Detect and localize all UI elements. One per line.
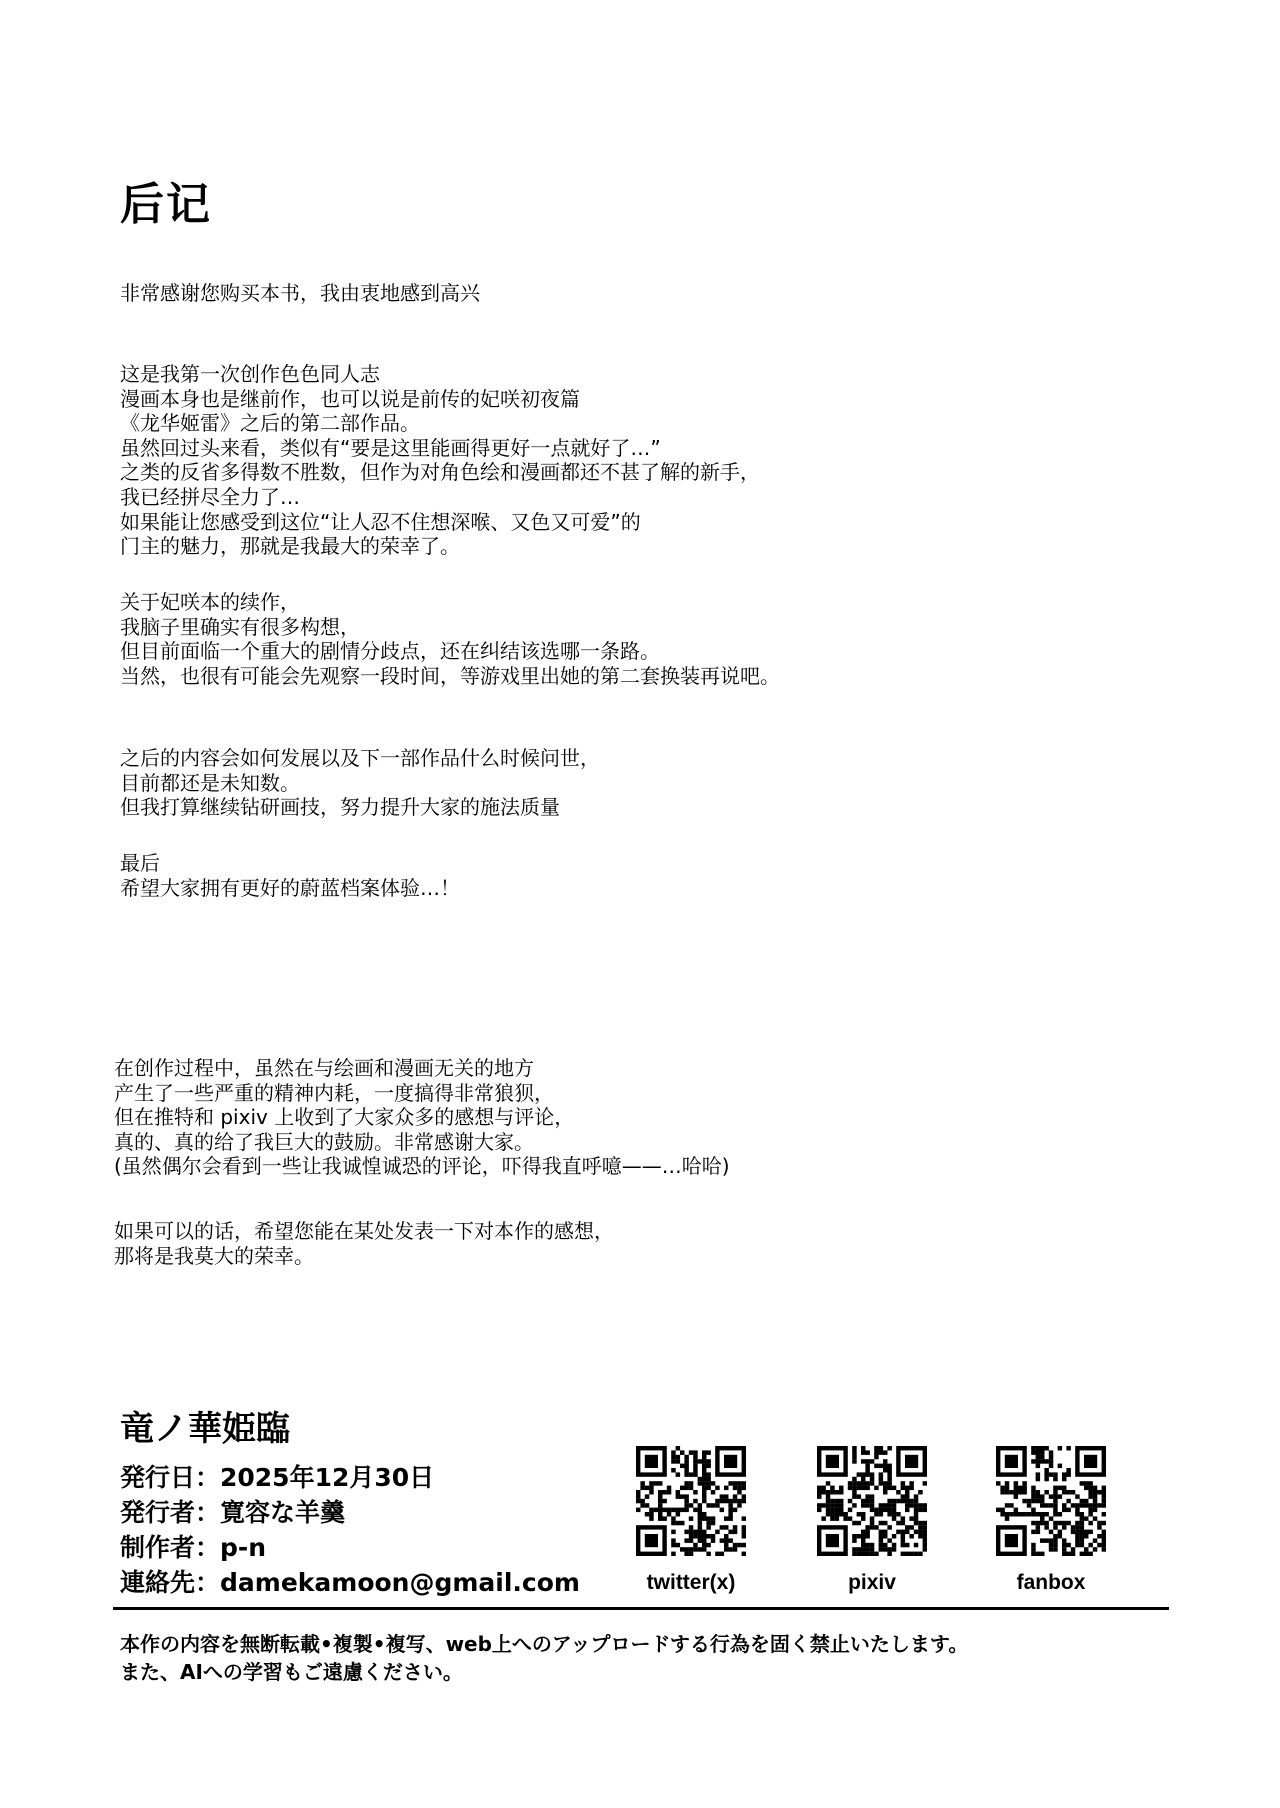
text-line: 如果能让您感受到这位“让人忍不住想深喉、又色又可爱”的	[120, 509, 641, 534]
text-line: 之后的内容会如何发展以及下一部作品什么时候问世，	[120, 746, 600, 770]
paragraph-sequel	[120, 590, 780, 688]
qr-code-icon	[636, 1446, 746, 1556]
notice-line: 本作の内容を無断転載•複製•複写、web上へのアップロードする行為を固く禁止いたします。	[120, 1632, 969, 1656]
text-line: 虽然回过头来看，类似有“要是这里能画得更好一点就好了…”	[120, 435, 661, 460]
qr-twitter	[616, 1446, 766, 1596]
text-line: (虽然偶尔会看到一些让我诚惶诚恐的评论，吓得我直呼噫——…哈哈)	[114, 1154, 730, 1179]
text-line: 《龙华姬雷》之后的第二部作品。	[120, 411, 420, 436]
text-line: 非常感谢您购买本书，我由衷地感到高兴	[120, 281, 480, 305]
text-line: 但在推特和 pixiv 上收到了大家众多的感想与评论，	[114, 1105, 575, 1130]
work-title: 竜ノ華姫臨	[120, 1409, 290, 1449]
publisher: 発行者：寛容な羊羹	[120, 1498, 346, 1527]
text-line: 那将是我莫大的荣幸。	[114, 1243, 314, 1268]
paragraph-future	[120, 746, 600, 820]
divider	[113, 1607, 1169, 1610]
qr-code-icon	[996, 1446, 1106, 1556]
copyright-notice	[120, 1630, 968, 1686]
text-line: 希望大家拥有更好的蔚蓝档案体验…！	[120, 875, 460, 900]
text-line: 但我打算继续钻研画技，努力提升大家的施法质量	[120, 795, 560, 820]
qr-label: fanbox	[1016, 1571, 1086, 1594]
publish-date: 発行日：2025年12月30日	[120, 1463, 435, 1492]
text-line: 真的、真的给了我巨大的鼓励。非常感谢大家。	[114, 1129, 534, 1154]
qr-label: pixiv	[848, 1571, 896, 1594]
text-line: 我已经拼尽全力了…	[120, 484, 300, 509]
text-line: 关于妃咲本的续作，	[120, 590, 300, 614]
text-line: 我脑子里确实有很多构想，	[120, 614, 360, 639]
text-line: 之类的反省多得数不胜数，但作为对角色绘和漫画都还不甚了解的新手，	[120, 460, 760, 485]
text-line: 产生了一些严重的精神内耗，一度搞得非常狼狈，	[114, 1080, 554, 1105]
paragraph-thanks	[120, 281, 480, 306]
text-line: 在创作过程中，虽然在与绘画和漫画无关的地方	[114, 1056, 534, 1080]
qr-pixiv	[797, 1446, 947, 1596]
contact: 連絡先：damekamoon@gmail.com	[120, 1568, 580, 1597]
paragraph-finally	[120, 851, 460, 900]
paragraph-about-work	[120, 362, 760, 559]
text-line: 最后	[120, 851, 160, 875]
qr-code-icon	[817, 1446, 927, 1556]
text-line: 目前都还是未知数。	[120, 770, 300, 795]
text-line: 当然，也很有可能会先观察一段时间，等游戏里出她的第二套换装再说吧。	[120, 663, 780, 688]
text-line: 漫画本身也是继前作，也可以说是前传的妃咲初夜篇	[120, 386, 580, 411]
paragraph-feedback	[114, 1219, 614, 1268]
text-line: 门主的魅力，那就是我最大的荣幸了。	[120, 534, 460, 559]
text-line: 但目前面临一个重大的剧情分歧点，还在纠结该选哪一条路。	[120, 639, 660, 664]
text-line: 如果可以的话，希望您能在某处发表一下对本作的感想，	[114, 1219, 614, 1243]
colophon-info	[120, 1460, 580, 1600]
qr-fanbox	[976, 1446, 1126, 1596]
notice-line: また、AIへの学習もご遠慮ください。	[120, 1660, 463, 1684]
text-line: 这是我第一次创作色色同人志	[120, 362, 380, 386]
page-title: 后记	[120, 179, 212, 230]
author: 制作者：p-n	[120, 1533, 267, 1562]
paragraph-process	[114, 1056, 730, 1179]
qr-label: twitter(x)	[646, 1571, 736, 1594]
